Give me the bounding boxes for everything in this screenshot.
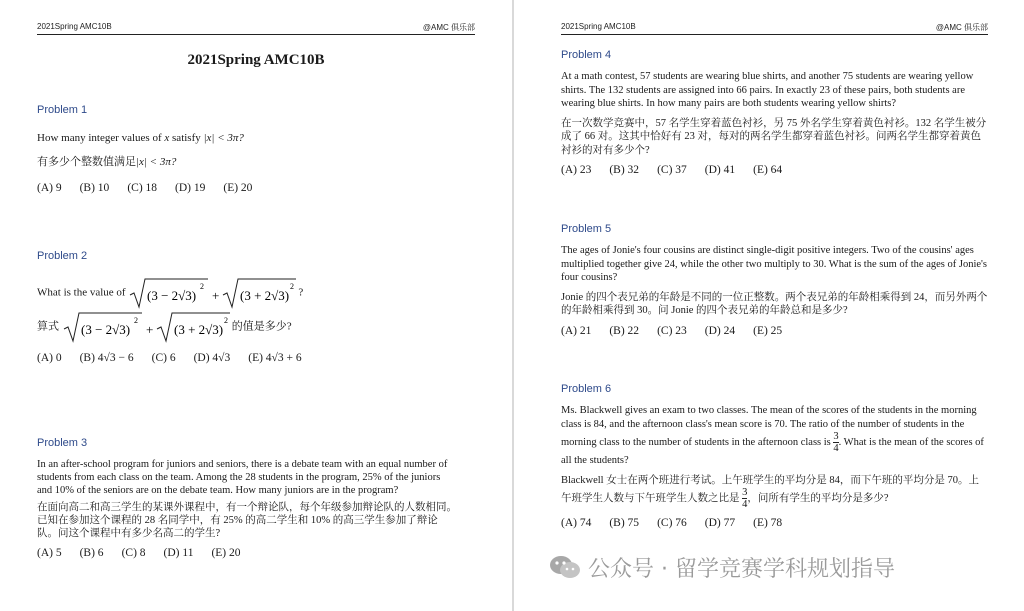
radical-expression bbox=[62, 311, 232, 343]
choice: (C) 18 bbox=[127, 182, 158, 194]
page-header bbox=[561, 22, 988, 35]
text: How many integer values of bbox=[37, 132, 165, 144]
answer-choices bbox=[37, 546, 457, 560]
answer-choices bbox=[561, 163, 991, 177]
choice: (B) 75 bbox=[609, 517, 640, 529]
choice: (A) 74 bbox=[561, 517, 592, 529]
choice: (C) 6 bbox=[151, 352, 176, 364]
answer-choices bbox=[561, 324, 991, 338]
choice: (D) 77 bbox=[704, 517, 736, 529]
choice: (C) 37 bbox=[657, 164, 687, 176]
problem-6 bbox=[561, 382, 991, 530]
choice: (B) 22 bbox=[609, 324, 640, 337]
fraction-numerator: 3 bbox=[742, 487, 748, 498]
choice: (A) 0 bbox=[37, 352, 62, 364]
watermark-text: 公众号 · 留学竞赛学科规划指导 bbox=[588, 557, 895, 582]
choice: (E) 78 bbox=[753, 517, 783, 529]
choice: (D) 4√3 bbox=[193, 352, 231, 364]
right-page bbox=[514, 0, 1024, 611]
header-right-text: @AMC 俱乐部 bbox=[422, 23, 475, 32]
choice: (E) 64 bbox=[753, 164, 783, 176]
choice: (E) 20 bbox=[211, 547, 241, 559]
problem-text-en: At a math contest, 57 students are wearing blue shirts, and another 75 students are wearing yellow shirts. The 132 students are assigned into 66 pairs. In exactly 23 of these pairs, both students are wearing blue shirts. In how many pairs are both students wearing yellow shirts? bbox=[561, 71, 974, 109]
text: satisfy bbox=[169, 132, 204, 144]
answer-choices bbox=[561, 516, 991, 530]
problem-text-zh: 在一次数学竞赛中，57 名学生穿着蓝色衬衫，另 75 外名学生穿着黄色衬衫。132 名学生被分成了 66 对。这其中恰好有 23 对，每对的两名学生都穿着蓝色衬衫。问两名学生都穿着黄色衬衫的对有多少个? bbox=[561, 117, 987, 156]
problem-text-en bbox=[37, 131, 457, 145]
answer-choices bbox=[37, 181, 457, 195]
wechat-icon bbox=[548, 553, 582, 587]
text: 的值是多少? bbox=[231, 320, 292, 333]
choice: (C) 23 bbox=[657, 324, 687, 337]
problem-text-zh bbox=[561, 474, 991, 511]
problem-text-zh: 在面向高二和高三学生的某课外课程中，有一个辩论队，每个年级参加辩论队的人数相同。已知在参加这个课程的 28 名同学中，有 25% 的高二学生和 10% 的高三学生参加了辩论队。问这个课程中有多少名高二的学生? bbox=[37, 502, 457, 539]
choice: (B) 10 bbox=[79, 182, 110, 194]
text: ? bbox=[298, 286, 304, 299]
page-header bbox=[37, 22, 475, 35]
problem-title: Problem 4 bbox=[561, 49, 612, 61]
problem-text-en: In an after-school program for juniors and seniors, there is a debate team with an equal number of students from each class on the team. Among the 28 students in the program, 25% of the juniors and 10% of the seniors are on the debate team. How many juniors are in the program? bbox=[37, 459, 448, 496]
document-title: 2021Spring AMC10B bbox=[187, 52, 325, 68]
text: morning class to the number of students in the afternoon class is bbox=[561, 436, 831, 448]
answer-choices bbox=[37, 351, 457, 365]
svg-text:2: 2 bbox=[223, 316, 228, 325]
svg-text:(3 − 2√3): (3 − 2√3) bbox=[80, 322, 130, 337]
math-var: x bbox=[164, 132, 170, 144]
svg-text:2: 2 bbox=[290, 282, 295, 291]
choice: (C) 8 bbox=[121, 547, 146, 559]
problem-5 bbox=[561, 222, 991, 338]
text: What is the value of bbox=[37, 286, 126, 299]
choice: (C) 76 bbox=[657, 517, 687, 529]
choice: (A) 23 bbox=[561, 164, 592, 176]
choice: (E) 25 bbox=[753, 324, 783, 337]
math-expr: |x| < 3π? bbox=[136, 156, 177, 168]
choice: (D) 41 bbox=[704, 164, 736, 176]
svg-text:(3 + 2√3): (3 + 2√3) bbox=[173, 322, 223, 337]
text: Blackwell 女士在两个班进行考试。上午班学生的平均分是 84，而下午班的平均分是 70。上 bbox=[561, 474, 979, 486]
svg-text:2: 2 bbox=[200, 282, 205, 291]
text: 午班学生人数与下午班学生人数之比是 bbox=[561, 492, 740, 504]
text: Ms. Blackwell gives an exam to two classes. The mean of the scores of the students in the morning class is 84, and the afternoon class's mean score is 70. The ratio of the number of students in the bbox=[561, 405, 977, 430]
choice: (B) 32 bbox=[609, 164, 640, 176]
choice: (A) 21 bbox=[561, 324, 592, 337]
problem-text-en: The ages of Jonie's four cousins are distinct single-digit positive integers. Two of the cousins' ages multiplied together give 24, while the other two multiply to 30. What is the sum of the ages of Jonie's four cousins? bbox=[561, 245, 988, 283]
problem-text-zh bbox=[37, 311, 457, 343]
problem-4 bbox=[561, 48, 991, 177]
header-left-text: 2021Spring AMC10B bbox=[561, 22, 636, 31]
choice: (A) 5 bbox=[37, 547, 62, 559]
choice: (D) 11 bbox=[163, 547, 194, 559]
fraction-numerator: 3 bbox=[833, 431, 839, 442]
choice: (E) 20 bbox=[223, 182, 253, 194]
problem-text-zh bbox=[37, 155, 457, 169]
text: 算式 bbox=[37, 320, 59, 333]
wechat-watermark bbox=[548, 552, 1008, 592]
svg-text:+: + bbox=[145, 322, 154, 337]
fraction-denominator: 4 bbox=[833, 443, 839, 454]
problem-1 bbox=[37, 103, 457, 195]
problem-3 bbox=[37, 436, 457, 560]
problem-title: Problem 6 bbox=[561, 383, 612, 395]
problem-text-en bbox=[561, 404, 991, 468]
text: 有多少个整数值满足 bbox=[37, 156, 136, 168]
choice: (D) 24 bbox=[704, 324, 736, 337]
text: . What is the mean of the scores of all the students? bbox=[561, 436, 984, 466]
fraction-denominator: 4 bbox=[742, 499, 748, 510]
svg-text:2: 2 bbox=[133, 316, 138, 325]
problem-text-zh: Jonie 的四个表兄弟的年龄是不同的一位正整数。两个表兄弟的年龄相乘得到 24，而另外两个的年龄相乘得到 30。问 Jonie 的四个表兄弟的年龄总和是多少? bbox=[561, 291, 988, 316]
problem-title: Problem 5 bbox=[561, 223, 612, 235]
svg-text:(3 − 2√3): (3 − 2√3) bbox=[147, 288, 197, 303]
choice: (D) 19 bbox=[175, 182, 206, 194]
svg-text:(3 + 2√3): (3 + 2√3) bbox=[240, 288, 290, 303]
choice: (B) 6 bbox=[79, 547, 104, 559]
radical-expression bbox=[128, 277, 298, 309]
choice: (E) 4√3 + 6 bbox=[248, 352, 302, 364]
svg-text:+: + bbox=[212, 288, 220, 303]
problem-title: Problem 3 bbox=[37, 437, 88, 449]
problem-title: Problem 1 bbox=[37, 104, 88, 116]
math-expr: |x| < 3π? bbox=[203, 132, 244, 144]
header-right-text: @AMC 俱乐部 bbox=[935, 23, 988, 32]
problem-2 bbox=[37, 249, 457, 365]
header-left-text: 2021Spring AMC10B bbox=[37, 22, 112, 31]
problem-text-en bbox=[37, 277, 457, 309]
choice: (A) 9 bbox=[37, 182, 62, 194]
choice: (B) 4√3 − 6 bbox=[79, 352, 134, 364]
text: ，问所有学生的平均分是多少? bbox=[747, 492, 889, 504]
problem-title: Problem 2 bbox=[37, 250, 88, 262]
